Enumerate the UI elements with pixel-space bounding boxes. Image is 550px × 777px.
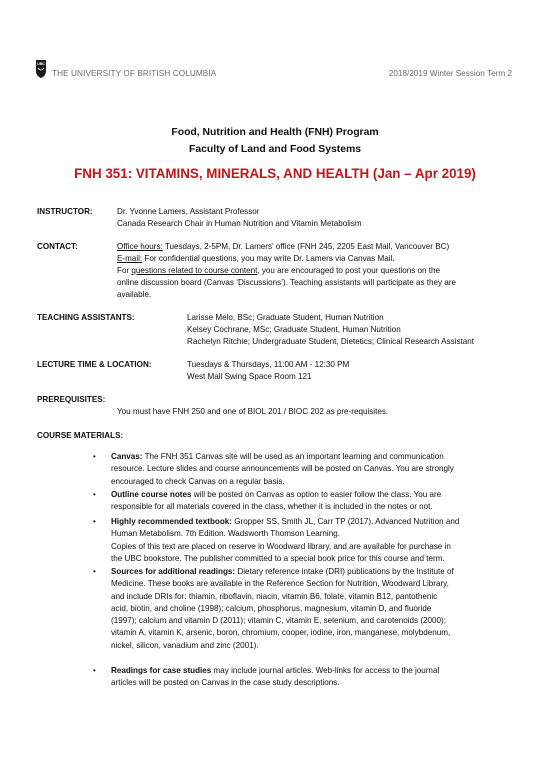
university-name: THE UNIVERSITY OF BRITISH COLUMBIA [52,69,217,78]
materials-item-case-studies [93,665,440,690]
lecture-label: LECTURE TIME & LOCATION: [37,360,152,369]
notes-text: responsible for all materials covered in the class, whether it is included in the notes or not. [111,502,433,512]
sources-text: acid, biotin, and choline (1998); calcium, phosphorus, magnesium, vitamin D, and fluoride [111,603,432,613]
canvas-heading: Canvas: [111,452,143,461]
lecture-time: Tuesdays & Thursdays, 11:00 AM - 12:30 PM [187,360,350,369]
textbook-text: the UBC bookstore. The publisher committed to a special book price for this course and term. [111,553,445,563]
materials-item-textbook [93,516,460,565]
page-header [36,62,512,80]
sources-text: Dietary reference intake (DRI) publications by the Institute of [235,567,454,576]
email-line [117,253,395,265]
sources-heading: Sources for additional readings: [111,567,236,576]
course-questions-prefix: For [117,266,132,275]
teaching-assistants-label: TEACHING ASSISTANTS: [37,313,135,322]
canvas-text: The FNH 351 Canvas site will be used as an important learning and communication [142,452,444,461]
program-title: Food, Nutrition and Health (FNH) Program [171,127,379,138]
office-hours-text: Tuesdays, 2-5PM, Dr. Lamers’ office (FNH 245, 2205 East Mall, Vancouver BC) [162,242,450,251]
sources-text: vitamin A, vitamin K, arsenic, boron, chromium, cooper, iodine, iron, manganese, molybdenum, [111,628,451,638]
bullet-glyph: • [93,567,96,576]
bullet-glyph: • [93,517,96,526]
case-studies-text: may include journal articles. Web-links for access to the journal [211,666,440,675]
ubc-logo [36,60,46,78]
course-materials-label: COURSE MATERIALS: [37,431,124,440]
textbook-text: Human Metabolism. 7th Edition. Wadsworth Thomson Learning. [111,529,340,539]
case-studies-text: articles will be posted on Canvas in the case study descriptions. [111,678,340,688]
prerequisites-text: You must have FNH 250 and one of BIOL 201 / BIOC 202 as pre-requisites. [117,407,389,416]
case-studies-heading: Readings for case studies [111,666,212,675]
office-hours-line [117,241,449,253]
instructor-label: INSTRUCTOR: [37,207,93,216]
sources-text: Medicine. These books are available in the Reference Section for Nutrition, Woodward Library, [111,579,449,589]
course-questions-text: , you are encouraged to post your questions on the [257,266,441,275]
ta-item: Rachelyn Ritchie; Undergraduate Student, Dietetics; Clinical Research Assistant [187,337,475,346]
email-label: E-mail: [117,254,143,263]
materials-item-canvas [93,451,454,488]
textbook-heading: Highly recommended textbook: [111,517,232,526]
lecture-location: West Mall Swing Space Room 121 [187,372,312,381]
office-hours-label: Office hours: [117,242,163,251]
ubc-logo-text: UBC [37,62,45,66]
instructor-role: Canada Research Chair in Human Nutrition and Vitamin Metabolism [117,219,362,228]
ta-item: Larisse Melo, BSc; Graduate Student, Human Nutrition [187,313,384,322]
canvas-text: resource. Lecture slides and course announcements will be posted on Canvas. You are strongly [111,464,454,474]
prerequisites-label: PREREQUISITES: [37,395,106,404]
course-questions-label: questions related to course content [131,266,258,275]
contact-line-4: online discussion board (Canvas ‘Discussions’). Teaching assistants will participate as they are [117,278,457,287]
contact-line-5: available. [117,290,152,299]
sources-text: (1997); calcium and vitamin D (2011); vitamin C, vitamin E, selenium, and carotenoids (2000); [111,616,446,626]
bullet-glyph: • [93,666,96,675]
bullet-glyph: • [93,490,96,499]
notes-heading: Outline course notes [111,490,192,499]
faculty-title: Faculty of Land and Food Systems [188,144,362,155]
notes-text: will be posted on Canvas as option to easier follow the class. You are [191,490,442,499]
instructor-name: Dr. Yvonne Lamers, Assistant Professor [117,207,260,216]
course-title: FNH 351: VITAMINS, MINERALS, AND HEALTH (Jan – Apr 2019) [74,166,476,181]
sources-text: and include DRIs for: thiamin, riboflavin, niacin, vitamin B6, folate, vitamin B12, pantothenic [111,591,438,601]
course-questions-line [117,265,440,277]
textbook-text: Gropper SS, Smith JL, Carr TP (2017). Advanced Nutrition and [231,517,460,526]
bullet-glyph: • [93,452,96,461]
canvas-text: encouraged to check Canvas on a regular basis. [111,476,285,486]
email-text: For confidential questions, you may write Dr. Lamers via Canvas Mail. [142,254,395,263]
sources-text: nickel, silicon, vanadium and zinc (2001). [111,640,259,650]
materials-item-sources [93,566,454,652]
contact-label: CONTACT: [37,242,78,251]
textbook-text: Copies of this text are placed on reserve in Woodward library, and are available for purchase in [111,541,451,551]
materials-item-notes [93,489,442,514]
session-term: 2018/2019 Winter Session Term 2 [388,69,512,78]
ta-item: Kelsey Cochrane, MSc; Graduate Student, Human Nutrition [187,325,401,334]
